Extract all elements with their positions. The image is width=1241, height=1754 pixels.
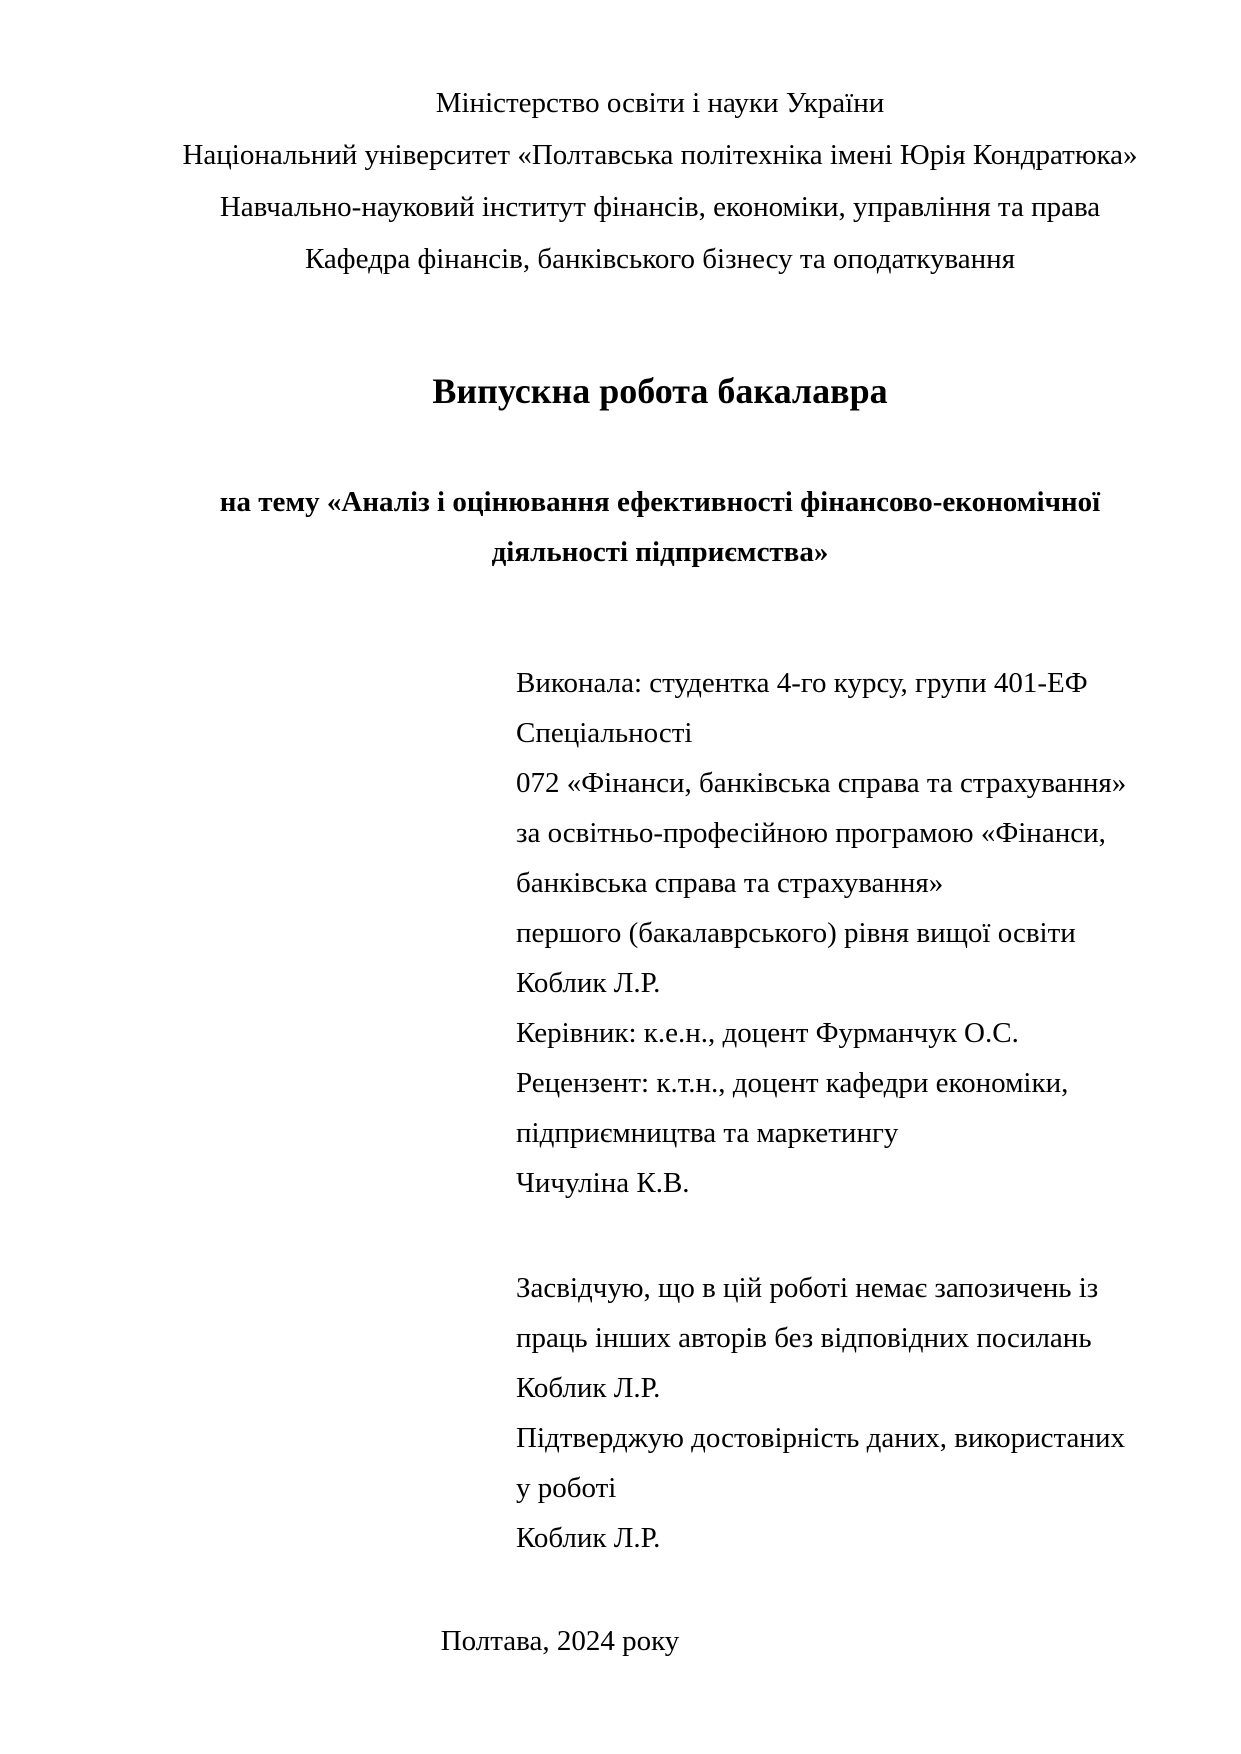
document-footer bbox=[50, 1616, 1070, 1666]
program-line-2: банківська справа та страхування» bbox=[516, 867, 944, 899]
education-level-line: першого (бакалаврського) рівня вищої освіти bbox=[516, 917, 1076, 949]
reviewer-name-line: Чичуліна К.В. bbox=[516, 1167, 690, 1199]
reviewer-line-2: підприємництва та маркетингу bbox=[516, 1117, 899, 1149]
student-name-line: Коблик Л.Р. bbox=[516, 967, 661, 999]
supervisor-line: Керівник: к.е.н., доцент Фурманчук О.С. bbox=[516, 1017, 1019, 1049]
attestation-line-1: Засвідчую, що в цій роботі немає запозичень із bbox=[516, 1272, 1099, 1304]
attestation-line-3: Підтверджую достовірність даних, використаних bbox=[516, 1422, 1125, 1454]
thesis-topic bbox=[150, 477, 1170, 577]
section-spacer bbox=[516, 1208, 1126, 1263]
thesis-topic-line-2: діяльності підприємства» bbox=[491, 536, 829, 568]
thesis-details bbox=[516, 658, 1126, 1563]
attestation-signature-2: Коблик Л.Р. bbox=[516, 1522, 661, 1554]
program-line-1: за освітньо-професійною програмою «Фінанси, bbox=[516, 817, 1106, 849]
speciality-label-line: Спеціальності bbox=[516, 717, 693, 749]
reviewer-line-1: Рецензент: к.т.н., доцент кафедри економіки, bbox=[516, 1067, 1069, 1099]
document-header bbox=[150, 77, 1170, 285]
thesis-title-text: Випускна робота бакалавра bbox=[432, 371, 888, 411]
university-line: Національний університет «Полтавська політехніка імені Юрія Кондратюка» bbox=[182, 139, 1138, 171]
thesis-title bbox=[150, 364, 1170, 418]
ministry-line: Міністерство освіти і науки України bbox=[435, 87, 885, 119]
attestation-line-2: праць інших авторів без відповідних посилань bbox=[516, 1322, 1092, 1354]
department-line: Кафедра фінансів, банківського бізнесу та оподаткування bbox=[304, 243, 1016, 275]
thesis-topic-line-1: на тему «Аналіз і оцінювання ефективності фінансово-економічної bbox=[219, 486, 1101, 518]
executor-line: Виконала: студентка 4-го курсу, групи 401-ЕФ bbox=[516, 667, 1088, 699]
attestation-signature-1: Коблик Л.Р. bbox=[516, 1372, 661, 1404]
attestation-line-4: у роботі bbox=[516, 1472, 617, 1504]
city-year-line: Полтава, 2024 року bbox=[440, 1625, 680, 1657]
speciality-code-line: 072 «Фінанси, банківська справа та страхування» bbox=[516, 767, 1127, 799]
institute-line: Навчально-науковий інститут фінансів, економіки, управління та права bbox=[219, 191, 1101, 223]
